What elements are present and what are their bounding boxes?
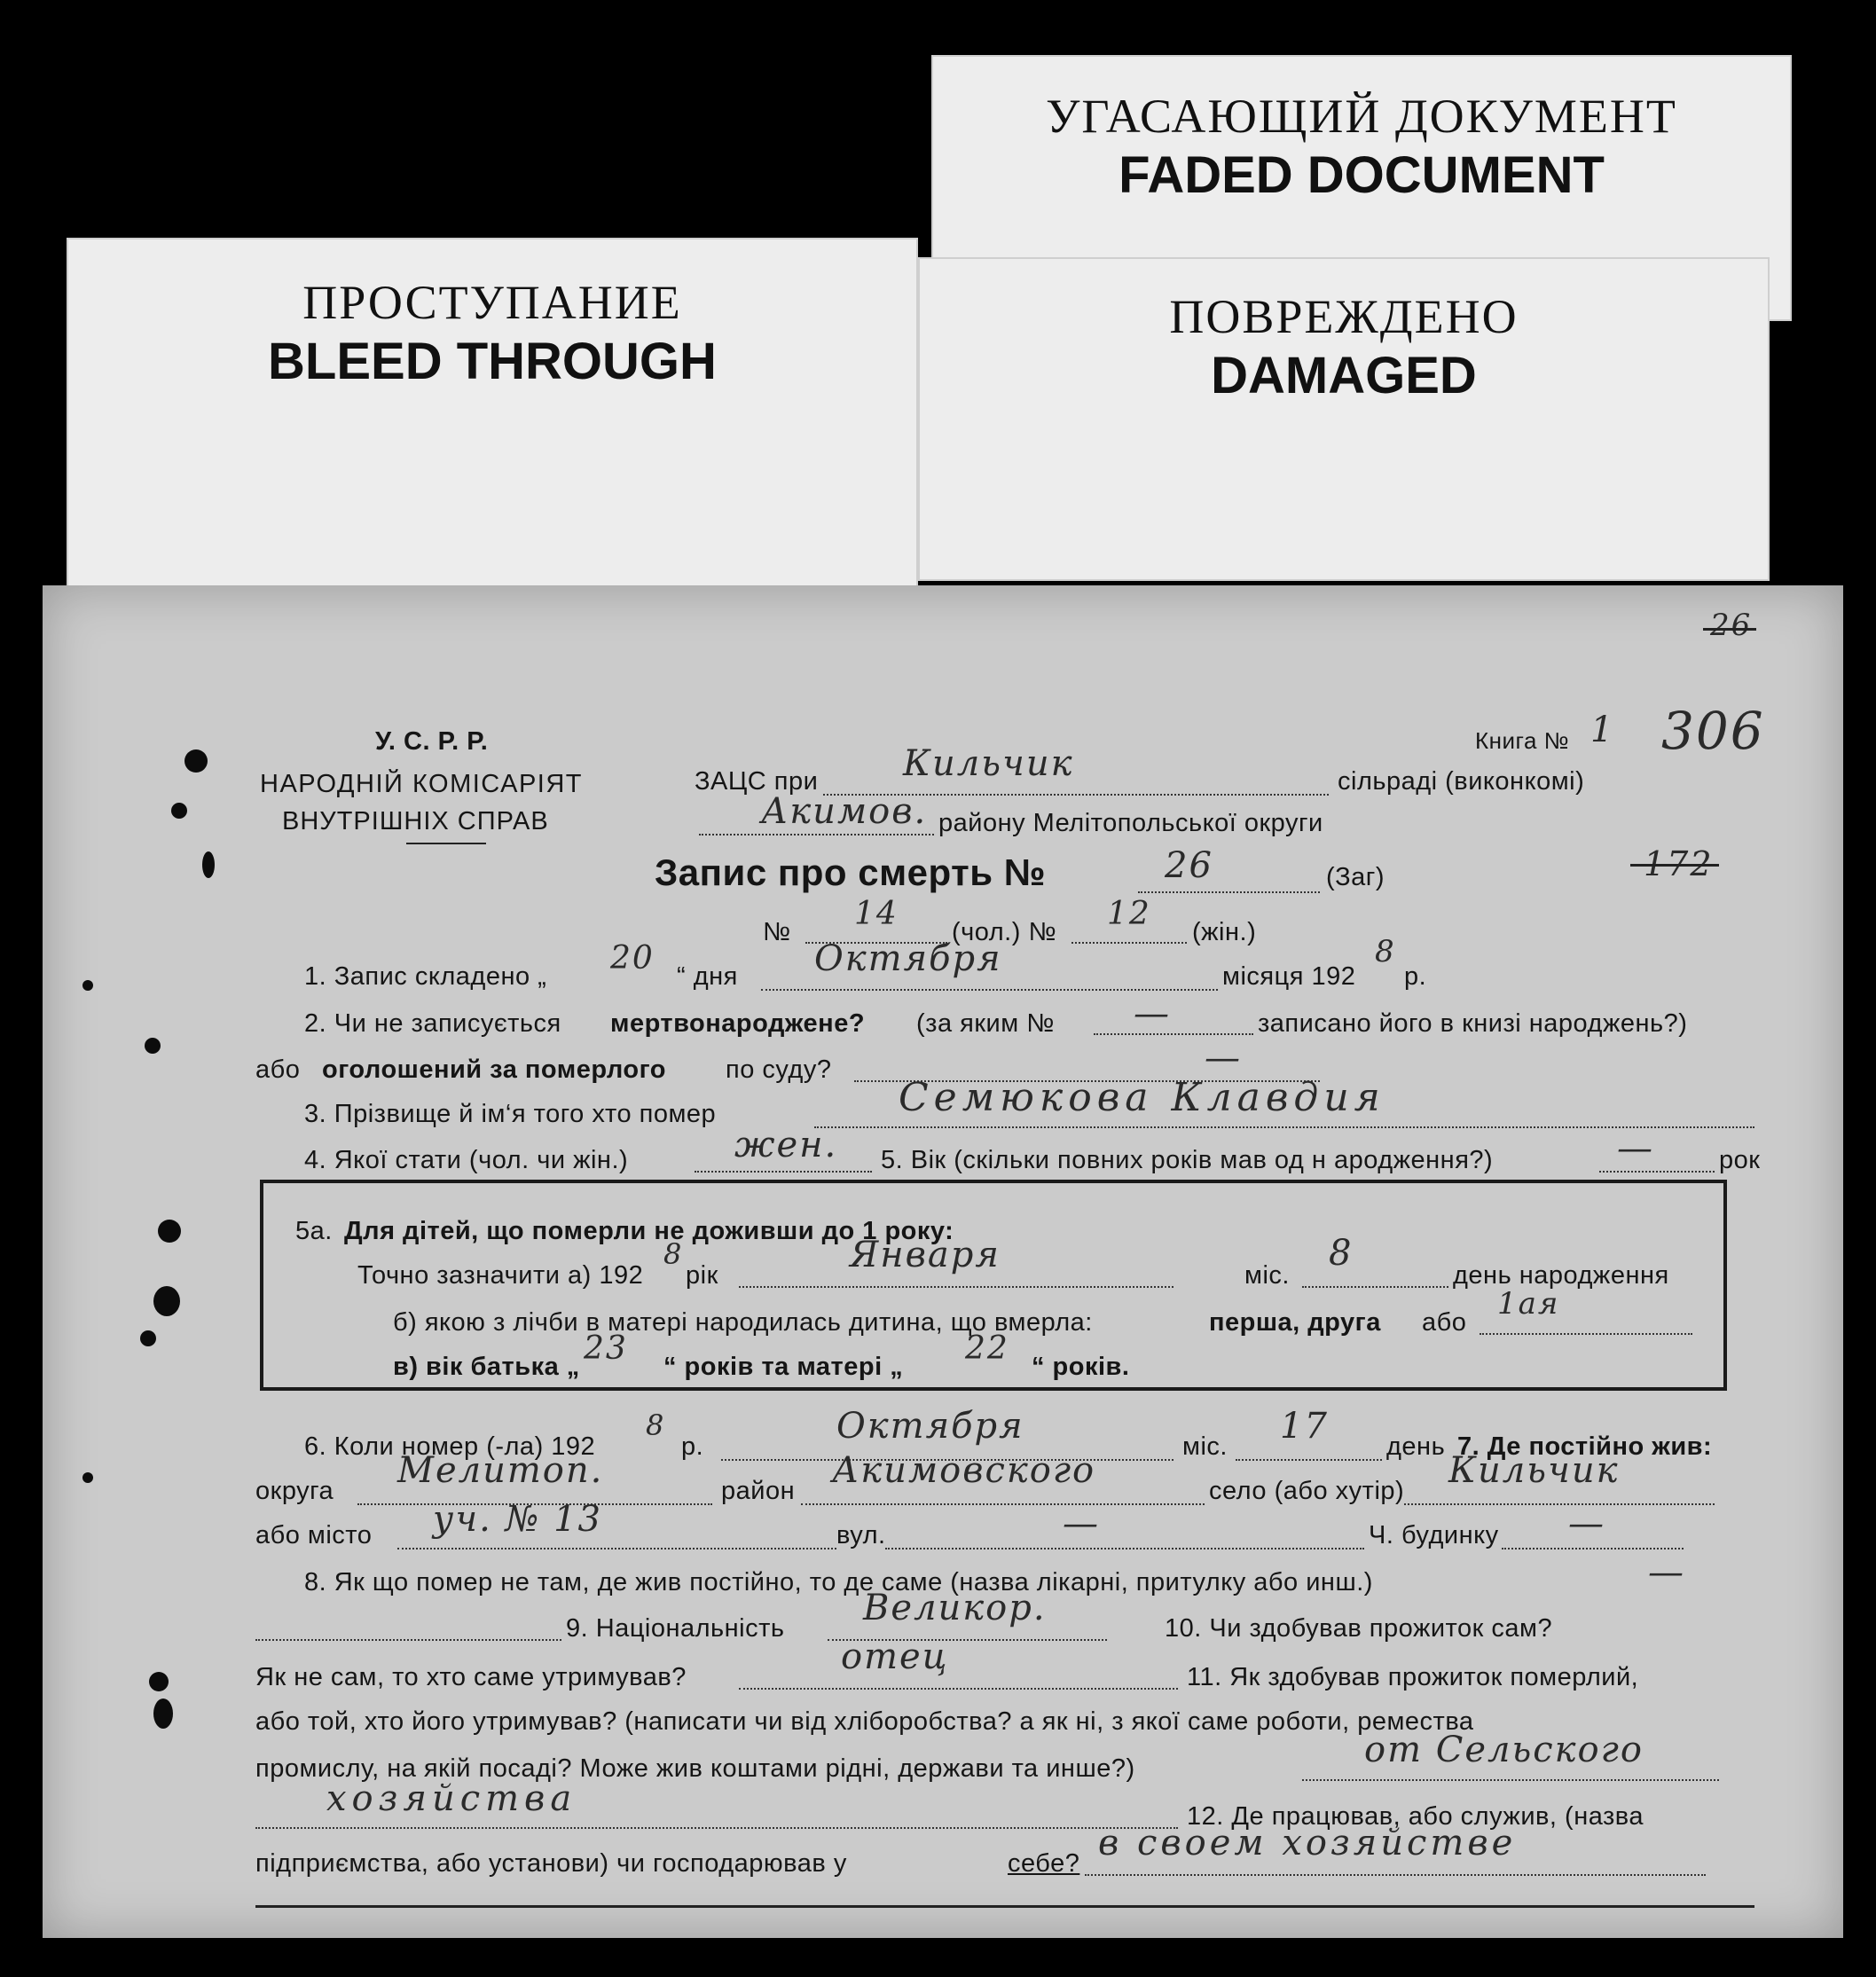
f1-year: 8: [1375, 934, 1396, 969]
side-number-strike: [1630, 864, 1719, 867]
f11-line-a: [1302, 1779, 1719, 1781]
record-number-line: [1138, 891, 1320, 893]
f2-label-a: 2. Чи не записується: [304, 1009, 561, 1038]
f3-value: Семюкова Клавдия: [899, 1075, 1385, 1120]
binding-hole: [140, 1330, 156, 1346]
f2-label-c: записано його в книзі народжень?): [1258, 1009, 1688, 1038]
f6-day: 17: [1280, 1406, 1329, 1447]
zags-label: ЗАЦС при: [695, 767, 819, 796]
misto-label: або місто: [255, 1521, 373, 1549]
f11-line-b: [255, 1827, 1178, 1829]
death-record-form: [43, 585, 1843, 1938]
f12-value: в своем хозяйстве: [1098, 1823, 1517, 1863]
side-number: 172: [1644, 844, 1714, 883]
ussr-header: У. С. Р. Р.: [375, 727, 489, 756]
f6-month: Октября: [836, 1406, 1024, 1447]
f5a-mis: міс.: [1244, 1261, 1290, 1290]
f3-line: [814, 1126, 1754, 1128]
f5-unit: рок: [1719, 1146, 1761, 1174]
f1-label-d: р.: [1404, 962, 1427, 991]
f10b-label: Як не сам, то хто саме утримував?: [255, 1663, 687, 1691]
f5a-birth: день народження: [1453, 1261, 1669, 1290]
binding-hole: [171, 803, 187, 819]
f8-value: —: [1648, 1552, 1685, 1593]
f6-day-line: [1236, 1459, 1382, 1461]
f1-label-a: 1. Запис складено „: [304, 962, 547, 991]
card-bleed-english: BLEED THROUGH: [268, 333, 717, 390]
f12-sebe: себе?: [1008, 1849, 1080, 1878]
f5a-b-or: або: [1422, 1308, 1467, 1337]
f11-value-b: хозяйства: [326, 1778, 577, 1819]
male-number: 14: [854, 896, 899, 932]
f5a-number: 5а.: [295, 1217, 333, 1245]
okruha-value: Мелитоп.: [397, 1450, 604, 1491]
f7-label: 7. Де постійно жив:: [1457, 1432, 1713, 1461]
zags-value: Кильчик: [903, 743, 1074, 784]
village-council-label: сільраді (виконкомі): [1338, 767, 1585, 796]
commissariat-line-1: НАРОДНІЙ КОМІСАРІЯТ: [260, 770, 583, 798]
f2b-value: —: [1205, 1038, 1242, 1079]
f5a-c-label-b: “ років та матері „: [663, 1353, 904, 1381]
budynok-line: [1502, 1548, 1684, 1549]
raion-line: [699, 834, 934, 836]
misto-line: [397, 1548, 836, 1549]
commissariat-line-2: ВНУТРІШНІХ СПРАВ: [282, 807, 549, 836]
book-label: Книга №: [1475, 727, 1570, 754]
selo-line: [1404, 1503, 1715, 1505]
misto-value: уч. № 13: [433, 1499, 602, 1540]
f5a-heading: Для дітей, що померли не доживши до 1 року:: [344, 1217, 954, 1245]
card-damaged-russian: ПОВРЕЖДЕНО: [1169, 290, 1519, 343]
binding-hole: [184, 749, 208, 773]
f6-label-c: міс.: [1182, 1432, 1228, 1461]
male-label: (чол.) №: [952, 918, 1057, 946]
f11-label-a: 11. Як здобував прожиток померлий,: [1187, 1663, 1639, 1691]
f2-value: —: [1134, 993, 1171, 1034]
book-value: 1: [1590, 710, 1615, 750]
f5a-month-line: [739, 1286, 1173, 1288]
f1-day: 20: [610, 940, 655, 977]
f1-label-c: місяця 192: [1222, 962, 1356, 991]
f5-label: 5. Вік (скільки повних років мав од н ародження?): [881, 1146, 1494, 1174]
f5a-rik: рік: [686, 1261, 718, 1290]
card-faded-english: FADED DOCUMENT: [1119, 146, 1605, 204]
header-rule: [406, 843, 486, 844]
f2-label-b: (за яким №: [916, 1009, 1055, 1038]
female-label: (жін.): [1192, 918, 1257, 946]
f11-value-a: от Сельского: [1364, 1730, 1644, 1770]
binding-hole: [202, 851, 215, 878]
f9-label: 9. Національність: [566, 1614, 785, 1643]
binding-hole: [153, 1286, 180, 1316]
f5-line: [1599, 1171, 1715, 1173]
f5-value: —: [1617, 1128, 1654, 1169]
f2-line: [1094, 1033, 1253, 1035]
f3-label: 3. Прізвище й ім‘я того хто помер: [304, 1100, 717, 1128]
f5a-day: 8: [1329, 1233, 1354, 1274]
raion2-label: район: [721, 1477, 796, 1505]
raion-label: району Мелітопольської округи: [938, 809, 1323, 837]
f10b-value: отец: [841, 1636, 949, 1677]
vul-label: вул.: [836, 1521, 886, 1549]
f5a-b-first-second: перша, друга: [1209, 1308, 1381, 1337]
f10-label: 10. Чи здобував прожиток сам?: [1165, 1614, 1553, 1643]
selo-value: Кильчик: [1448, 1450, 1620, 1491]
book-page: 306: [1661, 701, 1765, 761]
f6-year: 8: [646, 1408, 666, 1442]
f5a-month: Января: [850, 1235, 1001, 1275]
f1-month-line: [761, 989, 1218, 991]
corner-number-strike: [1703, 628, 1756, 631]
f5a-mother-age: 22: [965, 1330, 1009, 1367]
record-number: 26: [1165, 845, 1213, 886]
f6-label-d: день: [1386, 1432, 1446, 1461]
label-card-bleed-through: [67, 238, 918, 597]
f8-line: [255, 1639, 561, 1641]
f5a-c-label-c: “ років.: [1032, 1353, 1130, 1381]
f4-label: 4. Якої стати (чол. чи жін.): [304, 1146, 629, 1174]
bottom-rule: [255, 1905, 1754, 1908]
f10b-line: [739, 1688, 1178, 1690]
vul-line: [885, 1548, 1364, 1549]
binding-hole: [145, 1038, 161, 1054]
binding-hole: [153, 1698, 173, 1729]
raion2-line: [801, 1503, 1205, 1505]
f9-value: Великор.: [863, 1588, 1047, 1628]
f4-value: жен.: [734, 1125, 838, 1165]
f5a-b-value: 1ая: [1497, 1286, 1560, 1322]
f11-label-c: промислу, на якій посаді? Може жив коштами рідні, держави та инше?): [255, 1754, 1135, 1783]
f5a-b-label: б) якою з лічби в матері народилась дитина, що вмерла:: [393, 1308, 1093, 1337]
f12-label-a: 12. Де працював, або служив, (назва: [1187, 1802, 1644, 1831]
female-no-line: [1071, 942, 1187, 944]
binding-hole: [82, 1472, 93, 1483]
card-bleed-russian: ПРОСТУПАНИЕ: [302, 276, 682, 329]
binding-hole: [82, 980, 93, 991]
record-title: Запис про смерть №: [655, 851, 1046, 893]
male-no-label: №: [763, 918, 791, 946]
card-damaged-english: DAMAGED: [1211, 347, 1477, 404]
f2b-label-b: по суду?: [726, 1055, 832, 1084]
raion2-value: Акимовского: [832, 1450, 1096, 1491]
f11-label-b: або той, хто його утримував? (написати чи від хліборобства? а як ні, з якої саме роботи, ремества: [255, 1707, 1474, 1736]
female-number: 12: [1107, 896, 1151, 932]
raion-value: Акимов.: [761, 791, 928, 832]
label-card-damaged: [918, 257, 1770, 581]
f4-line: [695, 1171, 872, 1173]
f5a-b-line: [1480, 1333, 1692, 1335]
zag-label: (Заг): [1326, 863, 1385, 891]
f2b-declared-dead: оголошений за померлого: [322, 1055, 666, 1084]
card-faded-russian: УГАСАЮЩИЙ ДОКУМЕНТ: [1046, 90, 1677, 143]
f12-line: [1085, 1874, 1706, 1876]
okruha-label: округа: [255, 1477, 334, 1505]
corner-number: 26: [1710, 608, 1753, 643]
f2-stillborn: мертвонароджене?: [610, 1009, 866, 1038]
f5a-father-age: 23: [584, 1330, 628, 1367]
f1-label-b: “ дня: [677, 962, 738, 991]
f5a-c-label-a: в) вік батька „: [393, 1353, 580, 1381]
f8-label: 8. Як що помер не там, де жив постійно, то де саме (назва лікарні, притулку або инш.): [304, 1568, 1373, 1597]
f5a-day-line: [1302, 1286, 1448, 1288]
f12-label-b: підприємства, або установи) чи господарював у: [255, 1849, 847, 1878]
vul-value: —: [1063, 1503, 1100, 1544]
f5a-a-label: Точно зазначити а) 192: [357, 1261, 644, 1290]
f6-label-a: 6. Коли номер (-ла) 192: [304, 1432, 596, 1461]
binding-hole: [149, 1672, 169, 1691]
f5a-year: 8: [663, 1237, 684, 1271]
budynok-label: Ч. будинку: [1369, 1521, 1499, 1549]
budynok-value: —: [1568, 1503, 1605, 1544]
f6-label-b: р.: [681, 1432, 704, 1461]
selo-label: село (або хутір): [1209, 1477, 1405, 1505]
binding-hole: [158, 1220, 181, 1243]
f1-month: Октября: [814, 938, 1002, 979]
f2b-label-a: або: [255, 1055, 301, 1084]
